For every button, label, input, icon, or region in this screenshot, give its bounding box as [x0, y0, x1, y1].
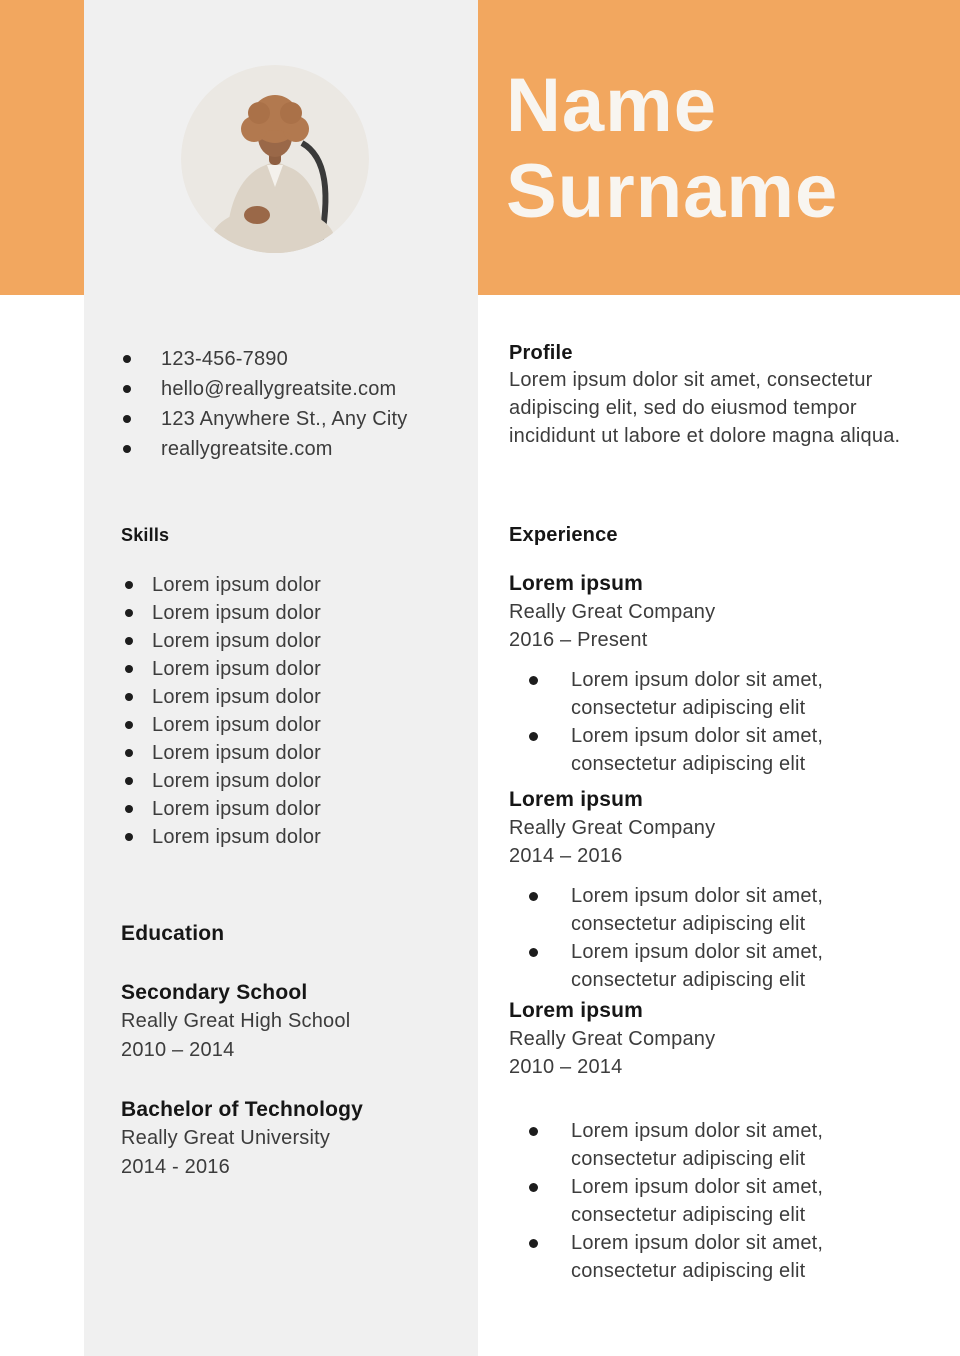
job-bullet-text: Lorem ipsum dolor sit amet, consectetur adipiscing elit	[571, 941, 824, 991]
last-name: Surname	[506, 149, 839, 234]
bullet-dot	[125, 749, 133, 757]
skill-label: Lorem ipsum dolor	[152, 742, 322, 764]
degree-name: Secondary School	[121, 981, 308, 1004]
job-bullet	[509, 938, 881, 994]
profile-photo	[181, 65, 369, 253]
bullet-dot	[125, 805, 133, 813]
job-bullet-text: Lorem ipsum dolor sit amet, consectetur adipiscing elit	[571, 669, 824, 719]
experience-heading: Experience	[509, 524, 618, 546]
bullet-dot	[123, 445, 131, 453]
job-bullet	[509, 1229, 881, 1285]
bullet-dot	[529, 732, 538, 741]
skill-label: Lorem ipsum dolor	[152, 574, 322, 596]
bullet-dot	[125, 777, 133, 785]
job-dates: 2016 – Present	[509, 629, 648, 651]
skill-label: Lorem ipsum dolor	[152, 686, 322, 708]
contact-item-address	[121, 404, 471, 434]
job-bullet-text: Lorem ipsum dolor sit amet, consectetur adipiscing elit	[571, 1120, 824, 1170]
job-dates: 2010 – 2014	[509, 1056, 623, 1078]
job-dates: 2014 – 2016	[509, 845, 623, 867]
bullet-dot	[529, 1183, 538, 1192]
skill-item	[121, 683, 461, 711]
skill-label: Lorem ipsum dolor	[152, 798, 322, 820]
school-name: Really Great University	[121, 1127, 331, 1149]
bullet-dot	[123, 355, 131, 363]
bullet-dot	[125, 581, 133, 589]
skills-heading: Skills	[121, 525, 170, 545]
job-title: Lorem ipsum	[509, 572, 644, 595]
profile-heading: Profile	[509, 342, 573, 364]
profile-summary: Lorem ipsum dolor sit amet, consectetur adipiscing elit, sed do eiusmod tempor incididunt ut labore et dolore magna aliqua.	[509, 369, 901, 447]
skill-item	[121, 655, 461, 683]
skill-item	[121, 571, 461, 599]
skill-label: Lorem ipsum dolor	[152, 770, 322, 792]
skill-label: Lorem ipsum dolor	[152, 602, 322, 624]
skill-label: Lorem ipsum dolor	[152, 658, 322, 680]
job-bullet	[509, 1117, 881, 1173]
education-entry	[121, 1095, 471, 1182]
degree-name: Bachelor of Technology	[121, 1098, 364, 1121]
bullet-dot	[529, 948, 538, 957]
contact-item-phone	[121, 344, 471, 374]
skills-list	[121, 571, 461, 851]
skill-item	[121, 823, 461, 851]
company-name: Really Great Company	[509, 1028, 716, 1050]
job-bullet-text: Lorem ipsum dolor sit amet, consectetur adipiscing elit	[571, 725, 824, 775]
bullet-dot	[125, 609, 133, 617]
bullet-dot	[125, 721, 133, 729]
bullet-dot	[529, 1239, 538, 1248]
job-bullets	[509, 1117, 929, 1285]
job-bullet	[509, 882, 881, 938]
contact-list	[121, 344, 471, 464]
contact-item-email	[121, 374, 471, 404]
skill-item	[121, 767, 461, 795]
experience-entry	[509, 786, 929, 994]
job-bullet	[509, 1173, 881, 1229]
bullet-dot	[123, 385, 131, 393]
website-url: reallygreatsite.com	[161, 438, 333, 460]
contact-item-website	[121, 434, 471, 464]
skill-item	[121, 795, 461, 823]
bullet-dot	[125, 665, 133, 673]
bullet-dot	[529, 892, 538, 901]
bullet-dot	[529, 1127, 538, 1136]
job-bullet-text: Lorem ipsum dolor sit amet, consectetur adipiscing elit	[571, 1176, 824, 1226]
bullet-dot	[123, 415, 131, 423]
experience-entry	[509, 570, 929, 778]
company-name: Really Great Company	[509, 601, 716, 623]
skill-item	[121, 599, 461, 627]
job-bullet-text: Lorem ipsum dolor sit amet, consectetur adipiscing elit	[571, 885, 824, 935]
skill-item	[121, 739, 461, 767]
skill-label: Lorem ipsum dolor	[152, 630, 322, 652]
bullet-dot	[529, 676, 538, 685]
job-bullets	[509, 666, 929, 778]
job-title: Lorem ipsum	[509, 788, 644, 811]
job-bullet	[509, 722, 881, 778]
bullet-dot	[125, 637, 133, 645]
education-dates: 2014 - 2016	[121, 1156, 230, 1178]
education-heading: Education	[121, 922, 225, 945]
email-address: hello@reallygreatsite.com	[161, 378, 397, 400]
company-name: Really Great Company	[509, 817, 716, 839]
skill-label: Lorem ipsum dolor	[152, 714, 322, 736]
job-bullets	[509, 882, 929, 994]
profile-photo-illustration	[181, 65, 369, 253]
experience-entry	[509, 997, 929, 1285]
skill-item	[121, 711, 461, 739]
school-name: Really Great High School	[121, 1010, 351, 1032]
street-address: 123 Anywhere St., Any City	[161, 408, 408, 430]
name-title	[506, 63, 946, 235]
education-entry	[121, 978, 471, 1065]
phone-number: 123-456-7890	[161, 348, 288, 370]
education-dates: 2010 – 2014	[121, 1039, 235, 1061]
first-name: Name	[506, 63, 717, 148]
bullet-dot	[125, 693, 133, 701]
skill-label: Lorem ipsum dolor	[152, 826, 322, 848]
bullet-dot	[125, 833, 133, 841]
job-title: Lorem ipsum	[509, 999, 644, 1022]
job-bullet-text: Lorem ipsum dolor sit amet, consectetur adipiscing elit	[571, 1232, 824, 1282]
skill-item	[121, 627, 461, 655]
job-bullet	[509, 666, 881, 722]
